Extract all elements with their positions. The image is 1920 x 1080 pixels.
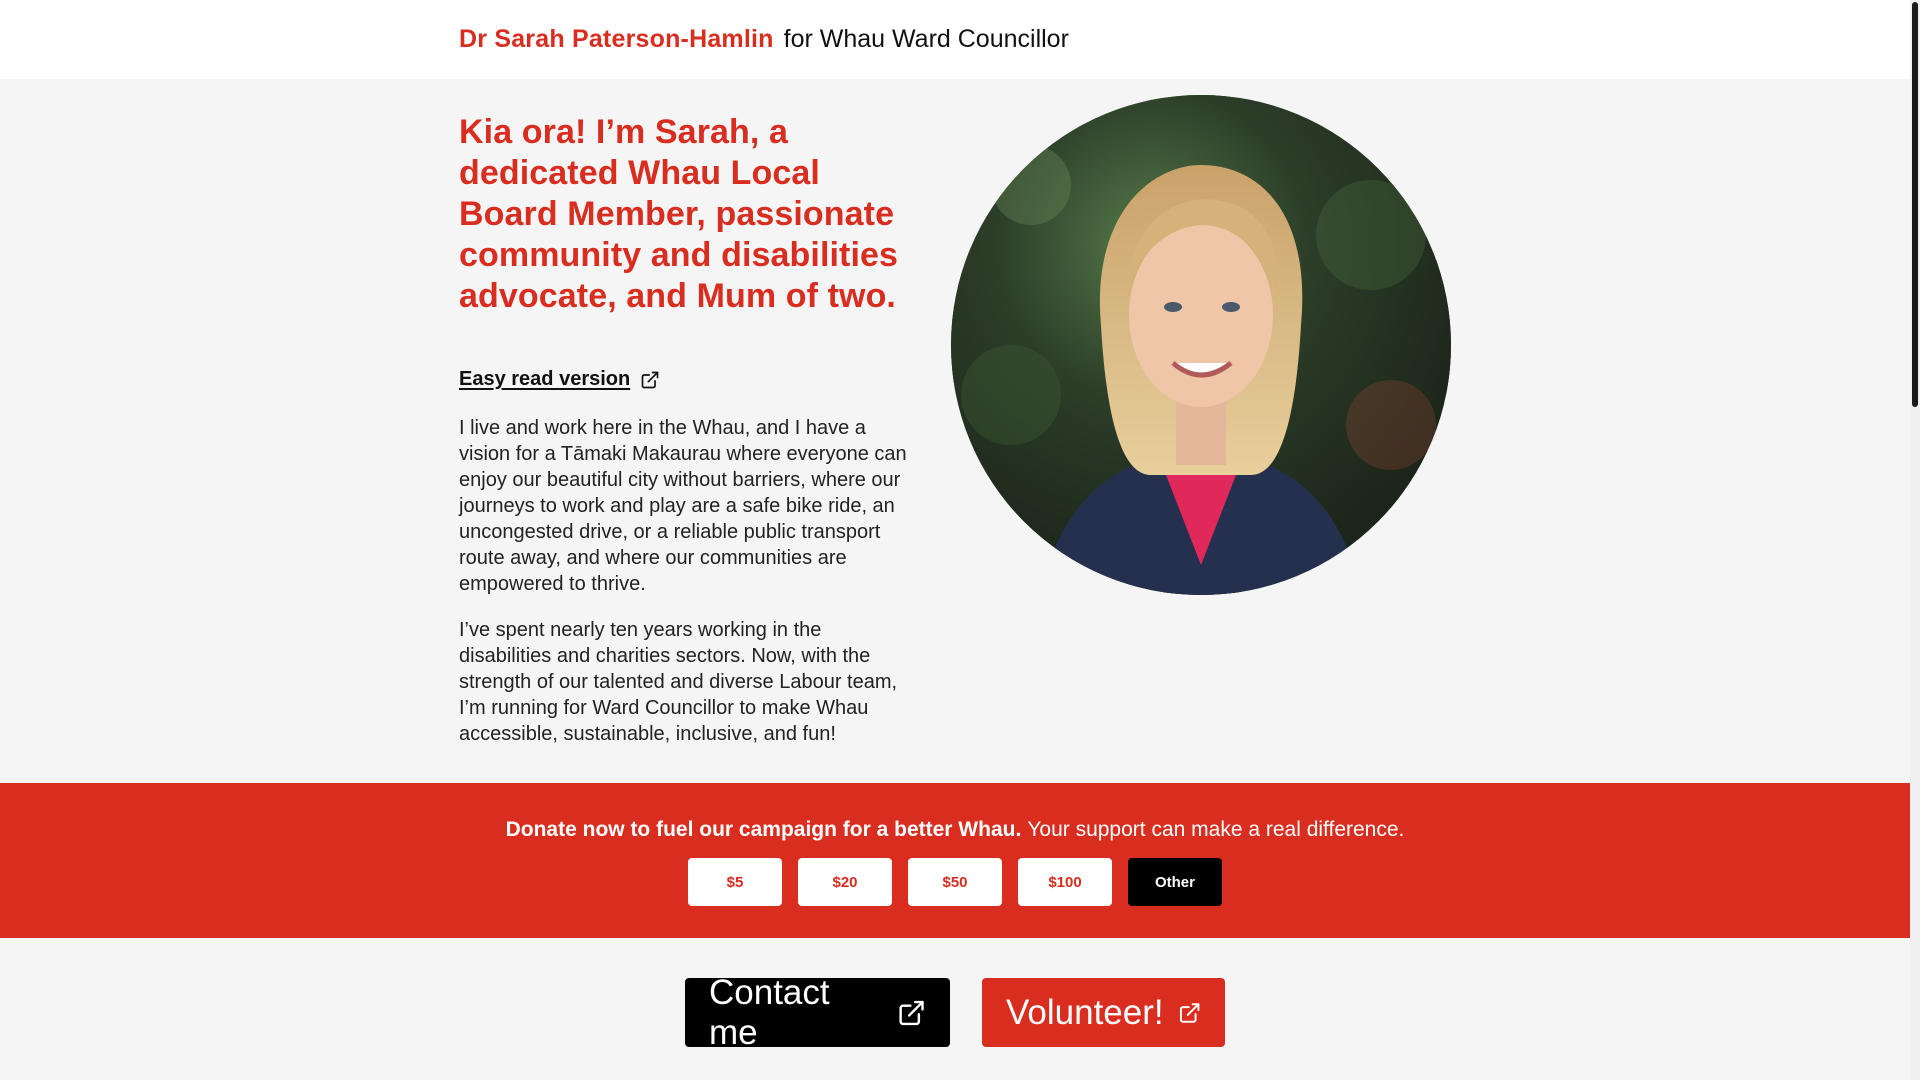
- easy-read-label: Easy read version: [459, 368, 631, 390]
- donate-100-button[interactable]: $100: [1018, 858, 1112, 906]
- donate-band: [0, 783, 1910, 938]
- donate-20-button[interactable]: $20: [798, 858, 892, 906]
- external-link-icon: [1178, 998, 1201, 1028]
- easy-read-link[interactable]: [459, 368, 660, 391]
- donate-50-button[interactable]: $50: [908, 858, 1002, 906]
- experience-paragraph: I’ve spent nearly ten years working in the disabilities and charities sectors. Now, with the strength of our talented and diverse Labour team, I’m running for Ward Councillor to make Whau accessible, sustainable, inclusive, and fun!: [459, 619, 898, 745]
- donate-5-button[interactable]: $5: [688, 858, 782, 906]
- hero-section: [459, 112, 919, 317]
- volunteer-button[interactable]: [982, 978, 1225, 1047]
- donate-other-button[interactable]: Other: [1128, 858, 1222, 906]
- external-link-icon: [897, 998, 926, 1028]
- donate-headline: Donate now to fuel our campaign for a better Whau.: [505, 818, 1022, 841]
- page-scrollbar[interactable]: [1910, 0, 1920, 1080]
- donation-amounts: [688, 858, 1222, 906]
- external-link-icon: [640, 370, 660, 390]
- candidate-portrait: [951, 95, 1451, 595]
- intro-paragraph: I live and work here in the Whau, and I have a vision for a Tāmaki Makaurau where everyone can enjoy our beautiful city without barriers, where our journeys to work and play are a safe bike ride, an uncongested drive, or a reliable public transport route away, and where our communities are empowered to thrive.: [459, 417, 907, 595]
- candidate-role: for Whau Ward Councillor: [783, 25, 1069, 53]
- volunteer-label: Volunteer!: [1006, 992, 1164, 1032]
- scrollbar-thumb[interactable]: [1912, 2, 1918, 407]
- site-header: [0, 0, 1910, 79]
- portrait-illustration: [951, 95, 1451, 595]
- contact-me-button[interactable]: [685, 972, 950, 1052]
- donate-subtext: Your support can make a real difference.: [1027, 818, 1405, 841]
- candidate-name[interactable]: Dr Sarah Paterson-Hamlin: [459, 25, 774, 53]
- donate-message: [0, 818, 1910, 842]
- contact-me-label: Contact me: [709, 972, 830, 1052]
- hero-headline: Kia ora! I’m Sarah, a dedicated Whau Local Board Member, passionate community and disabilities advocate, and Mum of two.: [459, 113, 899, 315]
